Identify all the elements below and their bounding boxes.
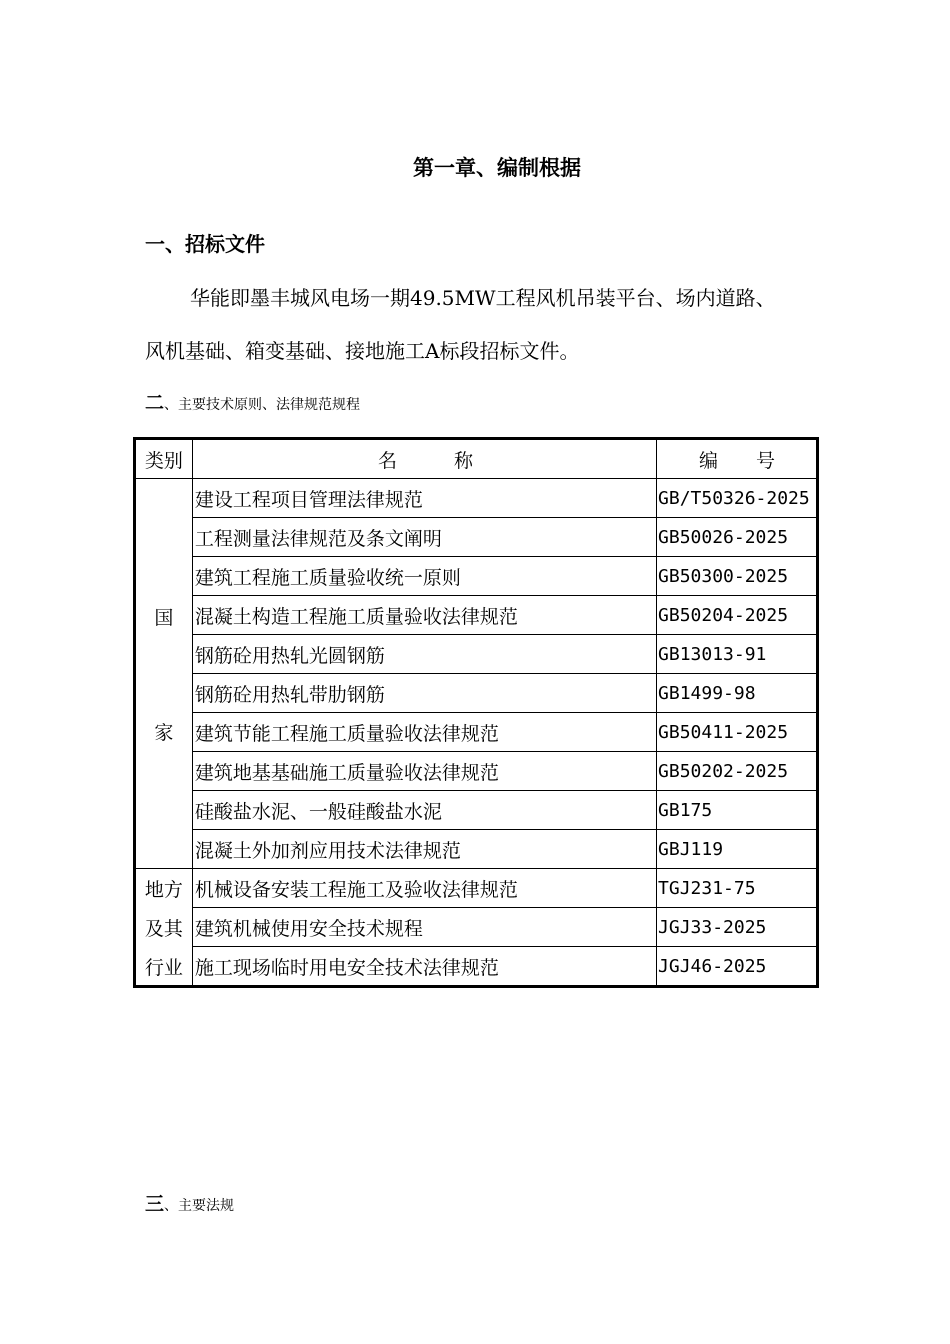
standard-name: 机械设备安装工程施工及验收法律规范 — [192, 869, 656, 908]
table-row — [135, 830, 818, 869]
standard-name: 建筑机械使用安全技术规程 — [192, 908, 656, 947]
category-national-char-1: 国 — [154, 606, 174, 629]
standard-code: GB50411-2025 — [657, 713, 818, 752]
category-local-industry — [135, 869, 193, 987]
table-header-row — [135, 439, 818, 479]
standard-name: 工程测量法律规范及条文阐明 — [192, 518, 656, 557]
section-number: 二 — [145, 392, 165, 414]
table-row — [135, 479, 818, 518]
table-row — [135, 635, 818, 674]
section-title: 、主要法规 — [164, 1198, 235, 1214]
table-row — [135, 518, 818, 557]
table-row — [135, 557, 818, 596]
standard-code: GB50202-2025 — [657, 752, 818, 791]
table-row — [135, 947, 818, 987]
standard-name: 施工现场临时用电安全技术法律规范 — [192, 947, 656, 987]
category-local-line-1: 地方 — [144, 878, 183, 901]
standard-name: 建筑地基基础施工质量验收法律规范 — [192, 752, 656, 791]
category-local-line-2: 及其 — [144, 917, 183, 940]
standard-code: GB50204-2025 — [657, 596, 818, 635]
table-row — [135, 674, 818, 713]
table-row — [135, 713, 818, 752]
standard-name: 建筑工程施工质量验收统一原则 — [192, 557, 656, 596]
category-local-line-3: 行业 — [144, 956, 183, 979]
standard-code: TGJ231-75 — [657, 869, 818, 908]
bidding-paragraph-line-2: 风机基础、箱变基础、接地施工A标段招标文件。 — [145, 339, 580, 363]
table-row — [135, 791, 818, 830]
standard-code: JGJ46-2025 — [657, 947, 818, 987]
section-heading-standards — [145, 388, 360, 415]
standard-code: GB1499-98 — [657, 674, 818, 713]
standard-code: JGJ33-2025 — [657, 908, 818, 947]
section-title: 、主要技术原则、法律规范规程 — [164, 397, 361, 413]
standard-name: 钢筋砼用热轧带肋钢筋 — [192, 674, 656, 713]
bidding-paragraph-line-1: 华能即墨丰城风电场一期49.5MW工程风机吊装平台、场内道路、 — [190, 286, 776, 310]
category-national — [135, 479, 193, 869]
standard-name: 硅酸盐水泥、一般硅酸盐水泥 — [192, 791, 656, 830]
standard-code: GB175 — [657, 791, 818, 830]
standard-name: 建筑节能工程施工质量验收法律规范 — [192, 713, 656, 752]
standard-code: GB/T50326-2025 — [657, 479, 818, 518]
standard-name: 混凝土构造工程施工质量验收法律规范 — [192, 596, 656, 635]
section-number: 三 — [145, 1193, 165, 1215]
standard-code: GBJ119 — [657, 830, 818, 869]
standard-name: 建设工程项目管理法律规范 — [192, 479, 656, 518]
section-heading-regulations — [145, 1189, 234, 1216]
standard-code: GB13013-91 — [657, 635, 818, 674]
standard-name: 混凝土外加剂应用技术法律规范 — [192, 830, 656, 869]
standard-code: GB50026-2025 — [657, 518, 818, 557]
header-name: 名 称 — [192, 439, 656, 479]
section-heading-bidding: 一、招标文件 — [145, 232, 265, 256]
table-row — [135, 752, 818, 791]
standard-name: 钢筋砼用热轧光圆钢筋 — [192, 635, 656, 674]
chapter-title: 第一章、编制根据 — [413, 156, 581, 180]
table-row — [135, 908, 818, 947]
standards-table — [133, 437, 819, 988]
table-row — [135, 869, 818, 908]
header-code: 编 号 — [657, 439, 818, 479]
table-row — [135, 596, 818, 635]
standard-code: GB50300-2025 — [657, 557, 818, 596]
header-category: 类别 — [135, 439, 193, 479]
category-national-char-2: 家 — [154, 721, 174, 744]
